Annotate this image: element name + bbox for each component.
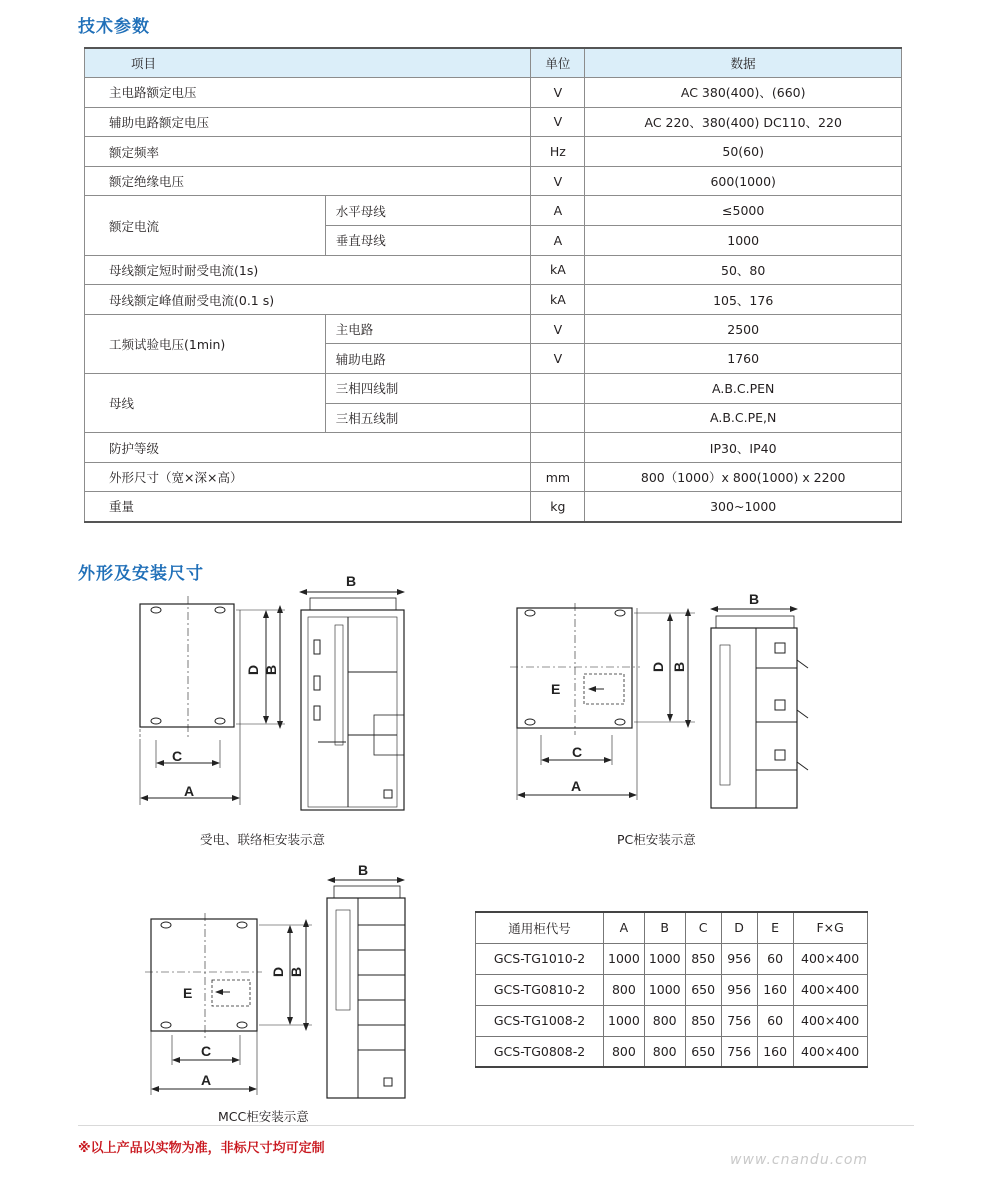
pc-cabinet-caption: PC柜安装示意	[617, 832, 696, 847]
spec-subitem: 垂直母线	[325, 226, 531, 256]
model-cell: 800	[644, 1036, 685, 1067]
spec-item: 额定频率	[85, 137, 531, 167]
label-a: A	[184, 783, 195, 799]
model-cell: 756	[721, 1005, 757, 1036]
svg-text:D: D	[650, 661, 666, 672]
spec-item: 母线	[85, 374, 326, 433]
spec-subitem: 三相五线制	[325, 403, 531, 433]
model-cell: 956	[721, 943, 757, 974]
model-cell: 800	[604, 1036, 645, 1067]
svg-text:C: C	[201, 1043, 212, 1059]
spec-value: AC 380(400)、(660)	[585, 78, 902, 108]
spec-unit: V	[531, 78, 585, 108]
spec-unit: V	[531, 107, 585, 137]
spec-item: 辅助电路额定电压	[85, 107, 531, 137]
pc-cabinet-drawing	[510, 591, 808, 808]
receiver-cabinet-drawing	[140, 573, 404, 810]
model-header-cell: A	[604, 912, 645, 943]
spec-value: AC 220、380(400) DC110、220	[585, 107, 902, 137]
spec-value: IP30、IP40	[585, 433, 902, 463]
dimensions-title: 外形及安装尺寸	[78, 564, 204, 584]
spec-value: A.B.C.PEN	[585, 374, 902, 404]
model-cell: 1000	[604, 943, 645, 974]
header-unit: 单位	[531, 48, 585, 78]
spec-unit: kg	[531, 492, 585, 522]
model-header-cell: 通用柜代号	[476, 912, 604, 943]
spec-value: ≤5000	[585, 196, 902, 226]
spec-item: 主电路额定电压	[85, 78, 531, 108]
svg-text:B: B	[346, 573, 357, 589]
model-cell: GCS-TG0810-2	[476, 974, 604, 1005]
model-cell: 160	[757, 1036, 793, 1067]
model-cell: 400×400	[793, 1036, 867, 1067]
spec-value: 600(1000)	[585, 166, 902, 196]
spec-value: 300~1000	[585, 492, 902, 522]
svg-text:A: A	[571, 778, 582, 794]
svg-text:B: B	[263, 664, 279, 675]
model-cell: 1000	[604, 1005, 645, 1036]
spec-item: 重量	[85, 492, 531, 522]
spec-unit: kA	[531, 255, 585, 285]
model-row	[476, 1036, 868, 1067]
svg-text:E: E	[551, 681, 561, 697]
model-table	[475, 911, 868, 1068]
spec-item: 母线额定峰值耐受电流(0.1 s)	[85, 285, 531, 315]
spec-item: 额定绝缘电压	[85, 166, 531, 196]
footer-note: ※以上产品以实物为准，非标尺寸均可定制	[78, 1141, 325, 1156]
footer-divider	[78, 1125, 914, 1126]
spec-unit: Hz	[531, 137, 585, 167]
model-cell: GCS-TG0808-2	[476, 1036, 604, 1067]
model-cell: 400×400	[793, 974, 867, 1005]
model-header-cell: B	[644, 912, 685, 943]
svg-text:B: B	[358, 862, 369, 878]
model-cell: 756	[721, 1036, 757, 1067]
model-cell: 650	[685, 1036, 721, 1067]
model-cell: 1000	[644, 943, 685, 974]
model-row	[476, 943, 868, 974]
svg-text:B: B	[671, 661, 687, 672]
svg-text:B: B	[288, 966, 304, 977]
model-cell: 1000	[644, 974, 685, 1005]
header-data: 数据	[585, 48, 902, 78]
model-cell: 800	[644, 1005, 685, 1036]
tech-params-title: 技术参数	[78, 17, 150, 37]
receiver-cabinet-caption: 受电、联络柜安装示意	[200, 832, 326, 847]
spec-value: 50、80	[585, 255, 902, 285]
model-cell: 850	[685, 1005, 721, 1036]
model-header-cell: D	[721, 912, 757, 943]
spec-subitem: 辅助电路	[325, 344, 531, 374]
model-cell: 400×400	[793, 943, 867, 974]
model-header-cell: E	[757, 912, 793, 943]
spec-value: A.B.C.PE,N	[585, 403, 902, 433]
spec-item: 额定电流	[85, 196, 326, 255]
spec-item: 防护等级	[85, 433, 531, 463]
svg-text:D: D	[245, 664, 261, 675]
model-row	[476, 974, 868, 1005]
model-header-cell: C	[685, 912, 721, 943]
spec-value: 800（1000）x 800(1000) x 2200	[585, 462, 902, 492]
spec-unit: V	[531, 344, 585, 374]
spec-unit: A	[531, 226, 585, 256]
watermark: www.cnandu.com	[730, 1152, 869, 1168]
model-row	[476, 1005, 868, 1036]
spec-unit: mm	[531, 462, 585, 492]
spec-unit: kA	[531, 285, 585, 315]
svg-text:B: B	[749, 591, 760, 607]
model-cell: 160	[757, 974, 793, 1005]
model-cell: 800	[604, 974, 645, 1005]
spec-value: 2500	[585, 314, 902, 344]
svg-text:C: C	[572, 744, 583, 760]
spec-unit: A	[531, 196, 585, 226]
model-cell: GCS-TG1010-2	[476, 943, 604, 974]
spec-unit: V	[531, 166, 585, 196]
model-cell: 400×400	[793, 1005, 867, 1036]
svg-text:D: D	[270, 966, 286, 977]
spec-unit: V	[531, 314, 585, 344]
spec-subitem: 三相四线制	[325, 374, 531, 404]
spec-subitem: 主电路	[325, 314, 531, 344]
spec-item: 工频试验电压(1min)	[85, 314, 326, 373]
model-cell: 650	[685, 974, 721, 1005]
spec-value: 105、176	[585, 285, 902, 315]
model-header-cell: F×G	[793, 912, 867, 943]
label-c: C	[172, 748, 183, 764]
spec-item: 母线额定短时耐受电流(1s)	[85, 255, 531, 285]
spec-value: 1760	[585, 344, 902, 374]
model-cell: 60	[757, 943, 793, 974]
model-cell: 60	[757, 1005, 793, 1036]
header-item: 项目	[85, 48, 531, 78]
model-cell: GCS-TG1008-2	[476, 1005, 604, 1036]
svg-text:E: E	[183, 985, 193, 1001]
mcc-cabinet-caption: MCC柜安装示意	[218, 1109, 309, 1124]
model-cell: 956	[721, 974, 757, 1005]
spec-value: 50(60)	[585, 137, 902, 167]
spec-item: 外形尺寸（宽×深×高）	[85, 462, 531, 492]
model-cell: 850	[685, 943, 721, 974]
spec-value: 1000	[585, 226, 902, 256]
mcc-cabinet-drawing	[145, 862, 405, 1098]
spec-subitem: 水平母线	[325, 196, 531, 226]
svg-text:A: A	[201, 1072, 212, 1088]
